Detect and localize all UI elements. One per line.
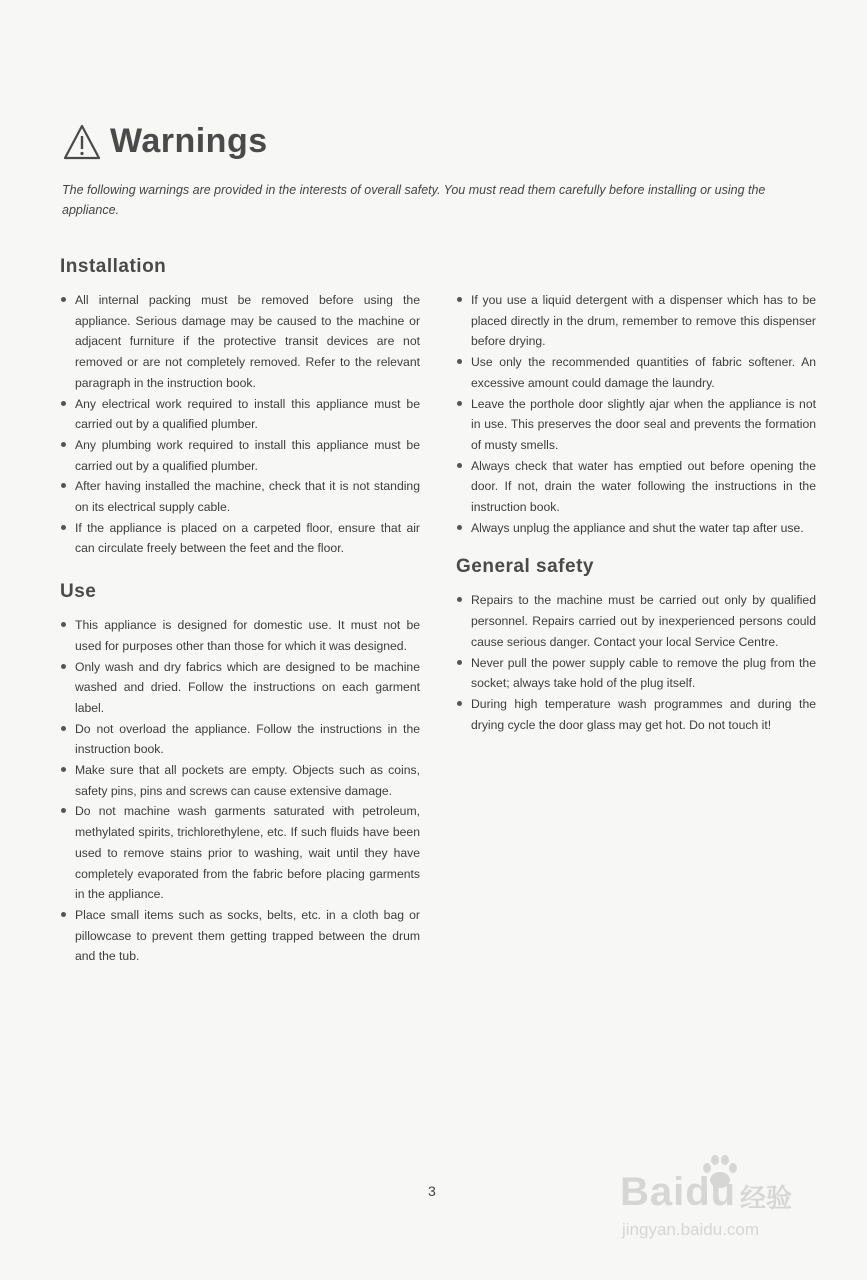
title-row (62, 122, 268, 161)
list-item: Always check that water has emptied out before opening the door. If not, drain the water following the instructions in the instruction book. (456, 456, 816, 518)
list-item: Do not overload the appliance. Follow the instructions in the instruction book. (60, 719, 420, 760)
list-item: Repairs to the machine must be carried out only by qualified personnel. Repairs carried out by inexperienced persons could cause serious danger. Contact your local Service Centre. (456, 590, 816, 652)
left-column (60, 256, 420, 967)
list-item: Always unplug the appliance and shut the water tap after use. (456, 518, 816, 539)
warning-triangle-icon (62, 123, 102, 161)
baidu-watermark (612, 1150, 842, 1250)
watermark-brand: Baidu (620, 1170, 737, 1214)
right-column (456, 290, 816, 735)
list-item: Only wash and dry fabrics which are designed to be machine washed and dried. Follow the instructions on each garment label. (60, 657, 420, 719)
page-number: 3 (428, 1183, 436, 1199)
use-list (60, 615, 420, 967)
list-item: If you use a liquid detergent with a dispenser which has to be placed directly in the drum, remember to remove this dispenser before drying. (456, 290, 816, 352)
page-title: Warnings (110, 122, 268, 160)
installation-heading: Installation (60, 256, 167, 277)
list-item: This appliance is designed for domestic use. It must not be used for purposes other than those for which it was designed. (60, 615, 420, 656)
list-item: Make sure that all pockets are empty. Objects such as coins, safety pins, pins and screws can cause extensive damage. (60, 760, 420, 801)
installation-list (60, 290, 420, 559)
list-item: During high temperature wash programmes and during the drying cycle the door glass may get hot. Do not touch it! (456, 694, 816, 735)
list-item: Leave the porthole door slightly ajar when the appliance is not in use. This preserves the door seal and prevents the formation of musty smells. (456, 394, 816, 456)
list-item: Never pull the power supply cable to remove the plug from the socket; always take hold of the plug itself. (456, 653, 816, 694)
use-continued-list (456, 290, 816, 538)
general-safety-list (456, 590, 816, 735)
list-item: Use only the recommended quantities of fabric softener. An excessive amount could damage the laundry. (456, 352, 816, 393)
list-item: Place small items such as socks, belts, etc. in a cloth bag or pillowcase to prevent them getting trapped between the drum and the tub. (60, 905, 420, 967)
intro-text: The following warnings are provided in the interests of overall safety. You must read them carefully before installing or using the appliance. (62, 183, 766, 217)
watermark-url: jingyan.baidu.com (622, 1220, 760, 1239)
list-item: Any plumbing work required to install this appliance must be carried out by a qualified plumber. (60, 435, 420, 476)
general-safety-heading: General safety (456, 556, 594, 578)
list-item: If the appliance is placed on a carpeted floor, ensure that air can circulate freely between the feet and the floor. (60, 518, 420, 559)
list-item: Do not machine wash garments saturated with petroleum, methylated spirits, trichlorethylene, etc. If such fluids have been used to remove stains prior to washing, wait until they have completely evaporated from the fabric before placing garments in the appliance. (60, 801, 420, 905)
list-item: Any electrical work required to install this appliance must be carried out by a qualified plumber. (60, 394, 420, 435)
list-item: After having installed the machine, check that it is not standing on its electrical supply cable. (60, 476, 420, 517)
watermark-brand-cn: 经验 (740, 1183, 793, 1213)
list-item: All internal packing must be removed before using the appliance. Serious damage may be caused to the machine or adjacent furniture if the protective transit devices are not removed or are not completely removed. Refer to the relevant paragraph in the instruction book. (60, 290, 420, 394)
use-heading: Use (60, 581, 97, 603)
